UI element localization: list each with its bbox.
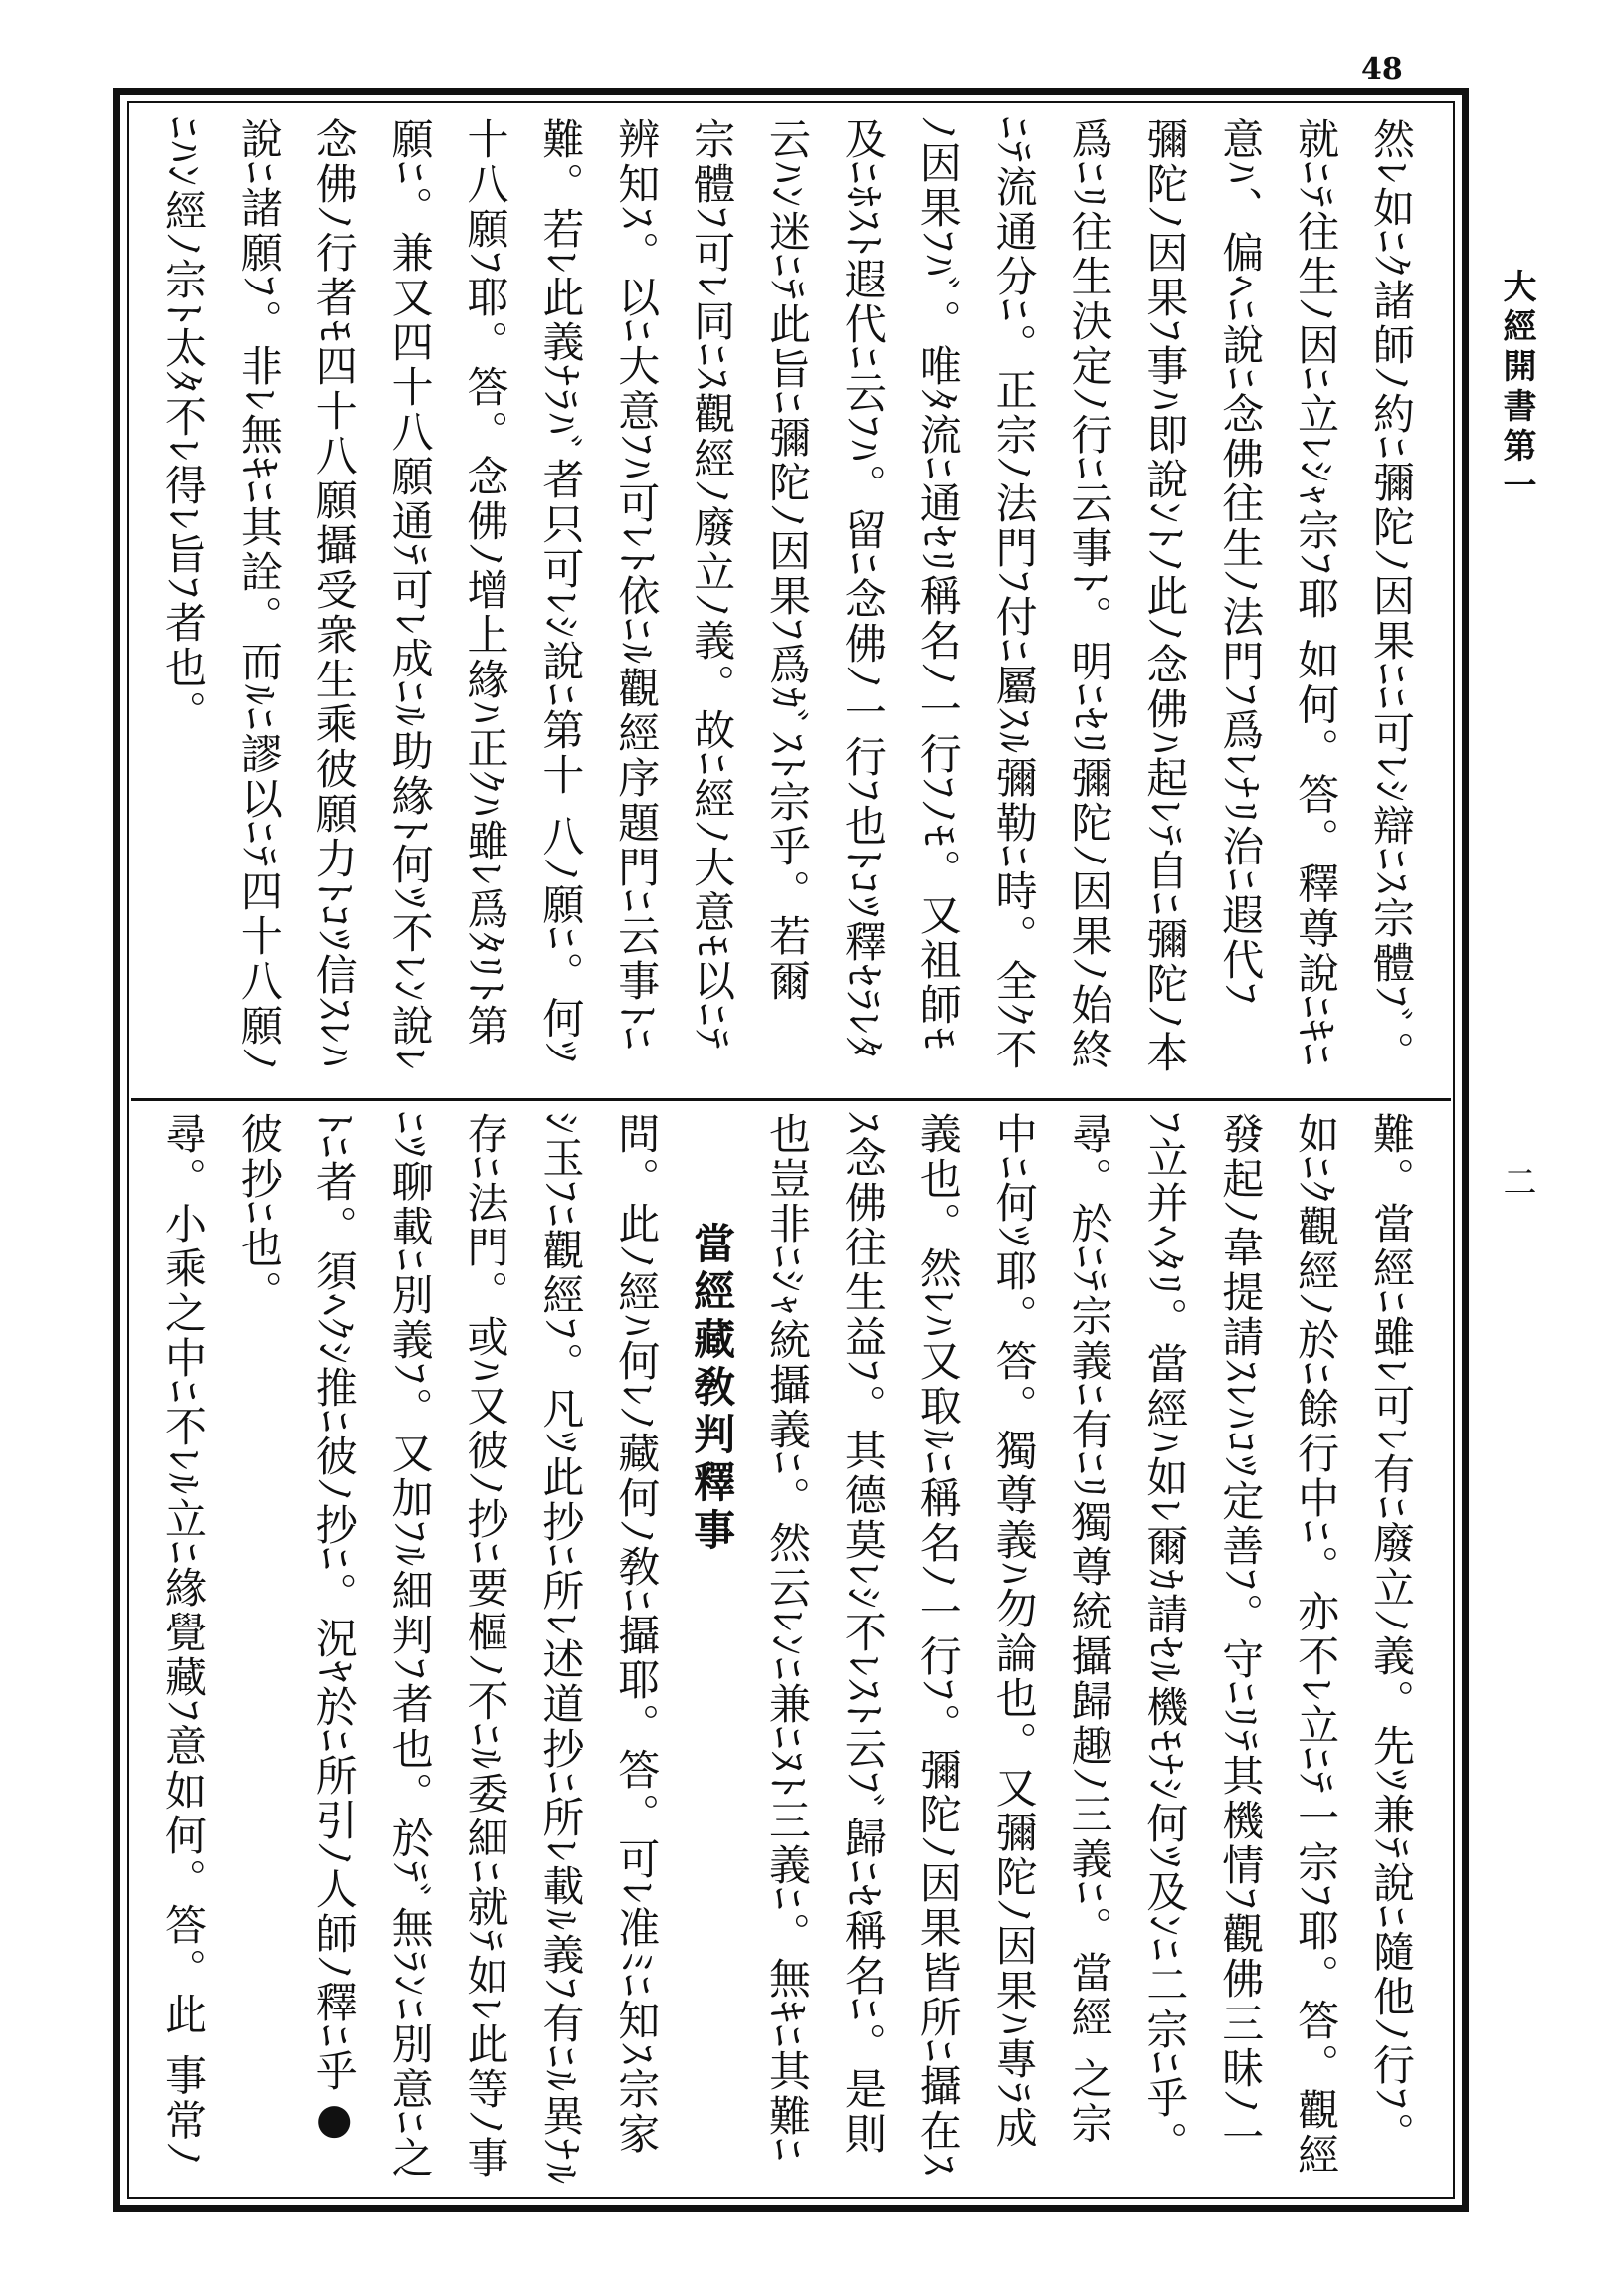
text-column: ｼ玉ﾌﾆ觀經ﾌ。凡ﾂ此抄ﾆ所ﾚ述道抄ﾆ所ﾚ載ﾙ義ﾌ有ﾆﾙ異ﾅﾙ	[536, 1112, 586, 2187]
text-column: 尋。於ﾆﾃ宗義ﾆ有ﾆﾘ獨尊統攝歸趣ﾉ三義ﾆ。當經 之宗	[1065, 1112, 1114, 2147]
page-number: 48	[1361, 52, 1403, 87]
text-column: 難。若ﾚ此義ﾅﾗﾊﾞ者只可ﾚｼ說ﾆ第十 八ﾉ願ﾆ。何ﾂ	[536, 117, 586, 1065]
text-column: 問。此ﾉ經ﾊ何ﾚﾉ藏何ﾉ敎ﾆ攝耶。答。可ﾚ准ﾐﾆ知ｽ宗家	[612, 1112, 662, 2158]
text-column: ﾆﾊﾝ經ﾉ宗ﾄ太ﾀ不ﾚ得ﾚ旨ﾌ者也。	[159, 117, 208, 736]
running-title: 大經開書第一	[1497, 269, 1536, 507]
text-column: 難。當經ﾆ雖ﾚ可ﾚ有ﾆ廢立ﾉ義。先ﾂ兼ﾃ說ﾆ隨他ﾉ行ﾌ。	[1367, 1112, 1416, 2158]
text-column: 十八願ﾌ耶。答。念佛ﾉ增上緣ﾊ正ｸﾊ雖ﾚ爲ﾀﾘﾄ第	[461, 117, 510, 1050]
text-column: ﾄﾆ者。須ﾍｸｼ推ﾆ彼ﾉ抄ﾆ。況ﾔ於ﾆ所引ﾉ人師ﾉ釋ﾆ乎●	[309, 1112, 359, 2147]
text-column: 然ﾚ如ﾆｸ諸師ﾉ約ﾆ彌陀ﾉ因果ﾆﾆ可ﾚｼ辯ﾆｽ宗體ﾌﾞ。	[1367, 117, 1416, 1076]
text-column: ｽ念佛往生益ﾌ。其德莫ﾚｼ不ﾚｽﾄ云ﾌﾞ歸ﾆｾ稱名ﾆ。是則	[838, 1112, 888, 2158]
text-column: 彌陀ﾉ因果ﾌ事ﾊ即說ﾝﾄﾉ此ﾉ念佛ﾊ起ﾚﾃ自ﾆ彌陀ﾉ本	[1140, 117, 1190, 1076]
text-column: 云ﾊﾝ迷ﾆﾃ此旨ﾆ彌陀ﾉ因果ﾌ爲ｶﾞｽﾄ宗乎。若爾	[763, 117, 812, 1005]
text-column: ﾌ立并ﾍﾀﾘ。當經ﾊ如ﾚ爾ｶ請ｾﾙ機ﾓﾅｼ何ﾂ及ﾝﾆ二宗ﾆ乎。	[1140, 1112, 1190, 2167]
text-column: 也豈非ﾆｼｬ統攝義ﾆ。然云ﾚﾝﾆ兼ﾆﾇﾄ三義ﾆ。無ｷﾆ其難ﾆ	[763, 1112, 812, 2164]
lower-text-block	[149, 1112, 1433, 2187]
text-column: 及ﾆﾎｽﾄ遐代ﾆ云ﾌﾊ。留ﾆ念佛ﾉ一行ﾌ也ﾄｺﾂ釋ｾﾗﾚﾀ	[838, 117, 888, 1061]
text-column: ﾆﾃ流通分ﾆ。正宗ﾉ法門ﾌ付ﾆ屬ｽﾙ彌勒ﾆ時。全ｸ不	[989, 117, 1039, 1073]
text-column: 辨知ｽ。以ﾆ大意ﾌﾊ可ﾚﾄ依ﾆﾙ觀經序題門ﾆ云事ﾄﾆ	[612, 117, 662, 1052]
text-column: 意ﾊ、偏ﾍﾆ說ﾆ念佛往生ﾉ法門ﾌ爲ﾚﾅﾘ治ﾆ遐代ﾌ	[1216, 117, 1266, 1008]
section-heading: 當經藏敎判釋事	[688, 1222, 737, 1556]
text-column: 中ﾆ何ﾂ耶。答。獨尊義ﾊ勿論也。又彌陀ﾉ因果ﾊ專ﾗ成	[989, 1112, 1039, 2152]
upper-text-block	[149, 117, 1433, 1084]
text-column: 尋。小乘之中ﾆ不ﾚﾙ立ﾆ緣覺藏ﾌ意如何。答。此 事常ﾉ	[159, 1112, 208, 2168]
text-column: 說ﾆ諸願ﾌ。非ﾚ無ｷﾆ其詮。而ﾙﾆ謬以ﾆﾃ四十八願ﾉ	[234, 117, 284, 1073]
text-column: 義也。然ﾚﾊ又取ﾙﾆ稱名ﾉ一行ﾌ。彌陀ﾉ因果皆所ﾆ攝在ｽ	[913, 1112, 963, 2179]
text-column: 就ﾆﾃ往生ﾉ因ﾆ立ﾚｼｬ宗ﾌ耶 如何。答。釋尊說ﾆｷﾆ	[1292, 117, 1341, 1068]
text-column: 如ﾆｸ觀經ﾉ於ﾆ餘行中ﾆ。亦不ﾚ立ﾆﾃ一宗ﾌ耶。答。觀經	[1292, 1112, 1341, 2179]
text-column: 存ﾆ法門。或ﾊ又彼ﾉ抄ﾆ要樞ﾉ不ﾆﾙ委細ﾆ就ﾃ如ﾚ此等ﾉ事	[461, 1112, 510, 2182]
text-column: 宗體ﾌ可ﾚ同ﾆｽ觀經ﾉ廢立ﾉ義。故ﾆ經ﾉ大意ﾓ以ﾆﾃ	[688, 117, 737, 1052]
text-column: 發起ﾉ韋提請ｽﾚﾊｺﾂ定善ﾌ。守ﾆﾘﾃ其機情ﾌ觀佛三昧ﾉ一	[1216, 1112, 1266, 2161]
text-column: ﾆﾂ聊載ﾆ別義ﾌ。又加ﾌﾙ細判ﾌ者也。於ﾃﾞ無ﾗﾝﾆ別意ﾆ之	[385, 1112, 435, 2182]
folio-number: 二	[1497, 1164, 1536, 1198]
text-column: 念佛ﾉ行者ﾓ四十八願攝受衆生乘彼願力ﾄｺﾂ信ｽﾚﾊ	[309, 117, 359, 1070]
text-column: ﾉ因果ﾌﾊﾞ。唯ﾀ流ﾆ通ｾﾘ稱名ﾉ一行ﾌﾉﾓ。又祖師ﾓ	[913, 117, 963, 1052]
text-column: 願ﾆ。兼又四十八願通ﾃ可ﾚ成ﾆﾙ助緣ﾄ何ﾂ不ﾚﾝ說ﾚ	[385, 117, 435, 1073]
section-divider	[131, 1098, 1451, 1101]
text-column: 彼抄ﾆ也。	[234, 1112, 284, 1316]
text-column: 爲ﾆﾘ往生決定ﾉ行ﾆ云事ﾄ。明ﾆｾﾘ彌陀ﾉ因果ﾉ始終	[1065, 117, 1114, 1073]
